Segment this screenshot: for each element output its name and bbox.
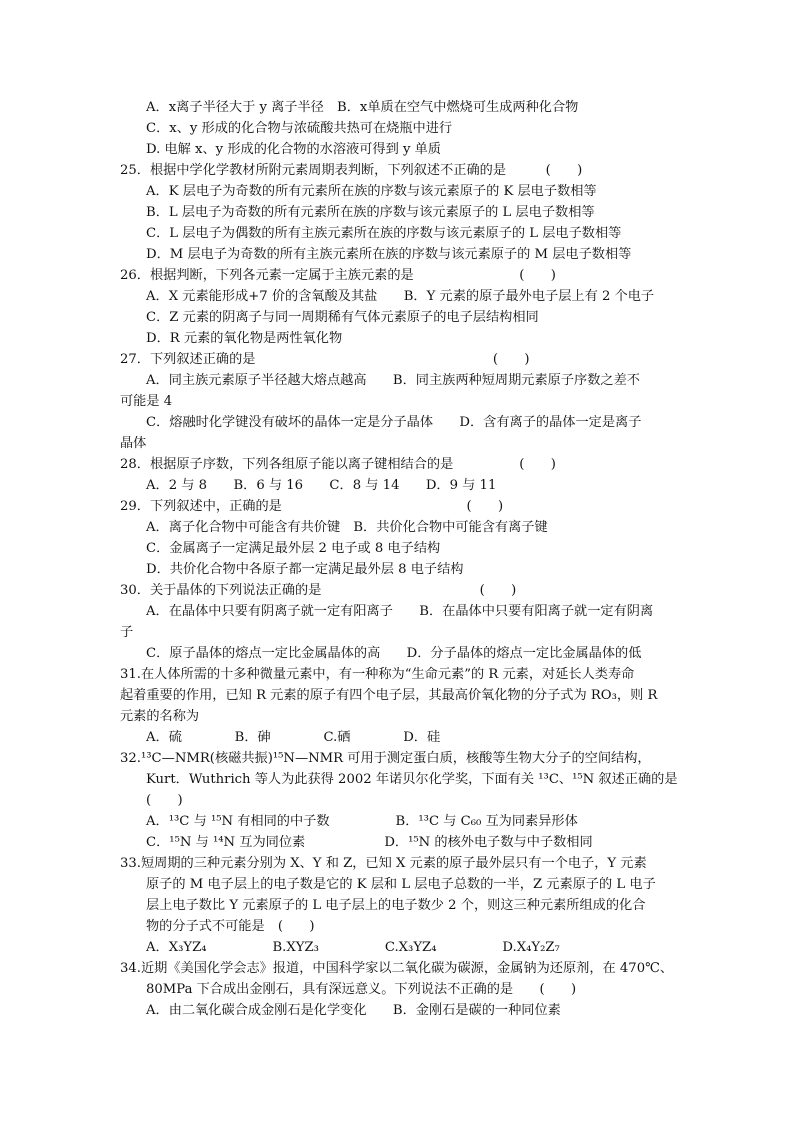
text-line: D．M 层电子为奇数的所有主族元素所在族的序数与该元素原子的 M 层电子数相等 [146,247,632,262]
text-line: C．x、y 形成的化合物与浓硫酸共热可在烧瓶中进行 [146,121,453,136]
text-line: A．在晶体中只要有阴离子就一定有阳离子 B．在晶体中只要有阳离子就一定有阴离 [146,604,654,619]
text-line: 层上电子数比 Y 元素原子的 L 电子层上的电子数少 2 个，则这三种元素所组成的化合 [146,898,646,913]
question-31: 31.在人体所需的十多种微量元素中，有一种称为“生命元素”的 R 元素，对延长人类寿命 [120,667,635,682]
text-line: 晶体 [120,436,147,451]
text-line: D．共价化合物中各原子都一定满足最外层 8 电子结构 [146,562,464,577]
question-28: 28．根据原子序数，下列各组原子能以离子键相结合的是 ( ) [120,457,556,472]
text-line: 可能是 4 [120,394,173,409]
text-line: C．Z 元素的阴离子与同一周期稀有气体元素原子的电子层结构相同 [146,310,539,325]
question-30: 30．关于晶体的下列说法正确的是 ( ) [120,583,517,598]
text-line: A．由二氧化碳合成金刚石是化学变化 B．金刚石是碳的一种同位素 [146,1003,561,1018]
text-line: A．硫 B．砷 C.硒 D．硅 [146,730,441,745]
text-line: 原子的 M 电子层上的电子数是它的 K 层和 L 层电子总数的一半，Z 元素原子的 L 电子 [146,877,656,892]
text-line: A．K 层电子为奇数的所有元素所在族的序数与该元素原子的 K 层电子数相等 [146,184,597,199]
text-line: C．¹⁵N 与 ¹⁴N 互为同位素 D．¹⁵N 的核外电子数与中子数相同 [146,835,593,850]
text-line: 80MPa 下合成出金刚石，具有深远意义。下列说法不正确的是 ( ) [146,982,577,997]
text-line: A．同主族元素原子半径越大熔点越高 B．同主族两种短周期元素原子序数之差不 [146,373,640,388]
text-line: A．¹³C 与 ¹⁵N 有相同的中子数 B．¹³C 与 C₆₀ 互为同素异形体 [146,814,578,829]
text-line: 元素的名称为 [120,709,200,724]
text-line: ( ) [146,793,183,808]
question-27: 27．下列叙述正确的是 ( ) [120,352,530,367]
text-line: A．离子化合物中可能含有共价键 B．共价化合物中可能含有离子键 [146,520,548,535]
question-32: 32.¹³C—NMR(核磁共振)¹⁵N—NMR 可用于测定蛋白质，核酸等生物大分子的空间结构， [120,751,651,766]
text-line: 子 [120,625,134,640]
text-line: B．L 层电子为奇数的所有元素所在族的序数与该元素原子的 L 层电子数相等 [146,205,595,220]
text-line: C．熔融时化学键没有破坏的晶体一定是分子晶体 D．含有离子的晶体一定是离子 [146,415,642,430]
text-line: C．金属离子一定满足最外层 2 电子或 8 电子结构 [146,541,441,556]
text-line: A．x离子半径大于 y 离子半径 B．x单质在空气中燃烧可生成两种化合物 [146,100,579,115]
question-29: 29．下列叙述中，正确的是 ( ) [120,499,504,514]
question-34: 34.近期《美国化学会志》报道，中国科学家以二氧化碳为碳源，金属钠为还原剂，在 470℃、 [120,961,674,976]
question-33: 33.短周期的三种元素分别为 X、Y 和 Z，已知 X 元素的原子最外层只有一个电子，Y 元素 [120,856,647,871]
text-line: D. 电解 x、y 形成的化合物的水溶液可得到 y 单质 [146,142,441,157]
question-26: 26．根据判断，下列各元素一定属于主族元素的是 ( ) [120,268,556,283]
text-line: C．原子晶体的熔点一定比金属晶体的高 D．分子晶体的熔点一定比金属晶体的低 [146,646,642,661]
text-line: Kurt．Wuthrich 等人为此获得 2002 年诺贝尔化学奖，下面有关 ¹³C、¹⁵N 叙述正确的是 [146,772,678,787]
text-line: D．R 元素的氧化物是两性氧化物 [146,331,343,346]
text-line: 物的分子式不可能是 ( ) [146,919,315,934]
question-25: 25．根据中学化学教材所附元素周期表判断，下列叙述不正确的是 ( ) [120,163,583,178]
text-line: C．L 层电子为偶数的所有主族元素所在族的序数与该元素原子的 L 层电子数相等 [146,226,622,241]
text-line: 起着重要的作用，已知 R 元素的原子有四个电子层，其最高价氧化物的分子式为 RO₃，则 R [120,688,658,703]
text-line: A．X 元素能形成+7 价的含氧酸及其盐 B．Y 元素的原子最外电子层上有 2 个电子 [146,289,655,304]
text-line: A．2 与 8 B．6 与 16 C．8 与 14 D．9 与 11 [146,478,497,493]
text-line: A．X₃YZ₄ B.XYZ₃ C.X₃YZ₄ D.X₄Y₂Z₇ [146,940,560,955]
